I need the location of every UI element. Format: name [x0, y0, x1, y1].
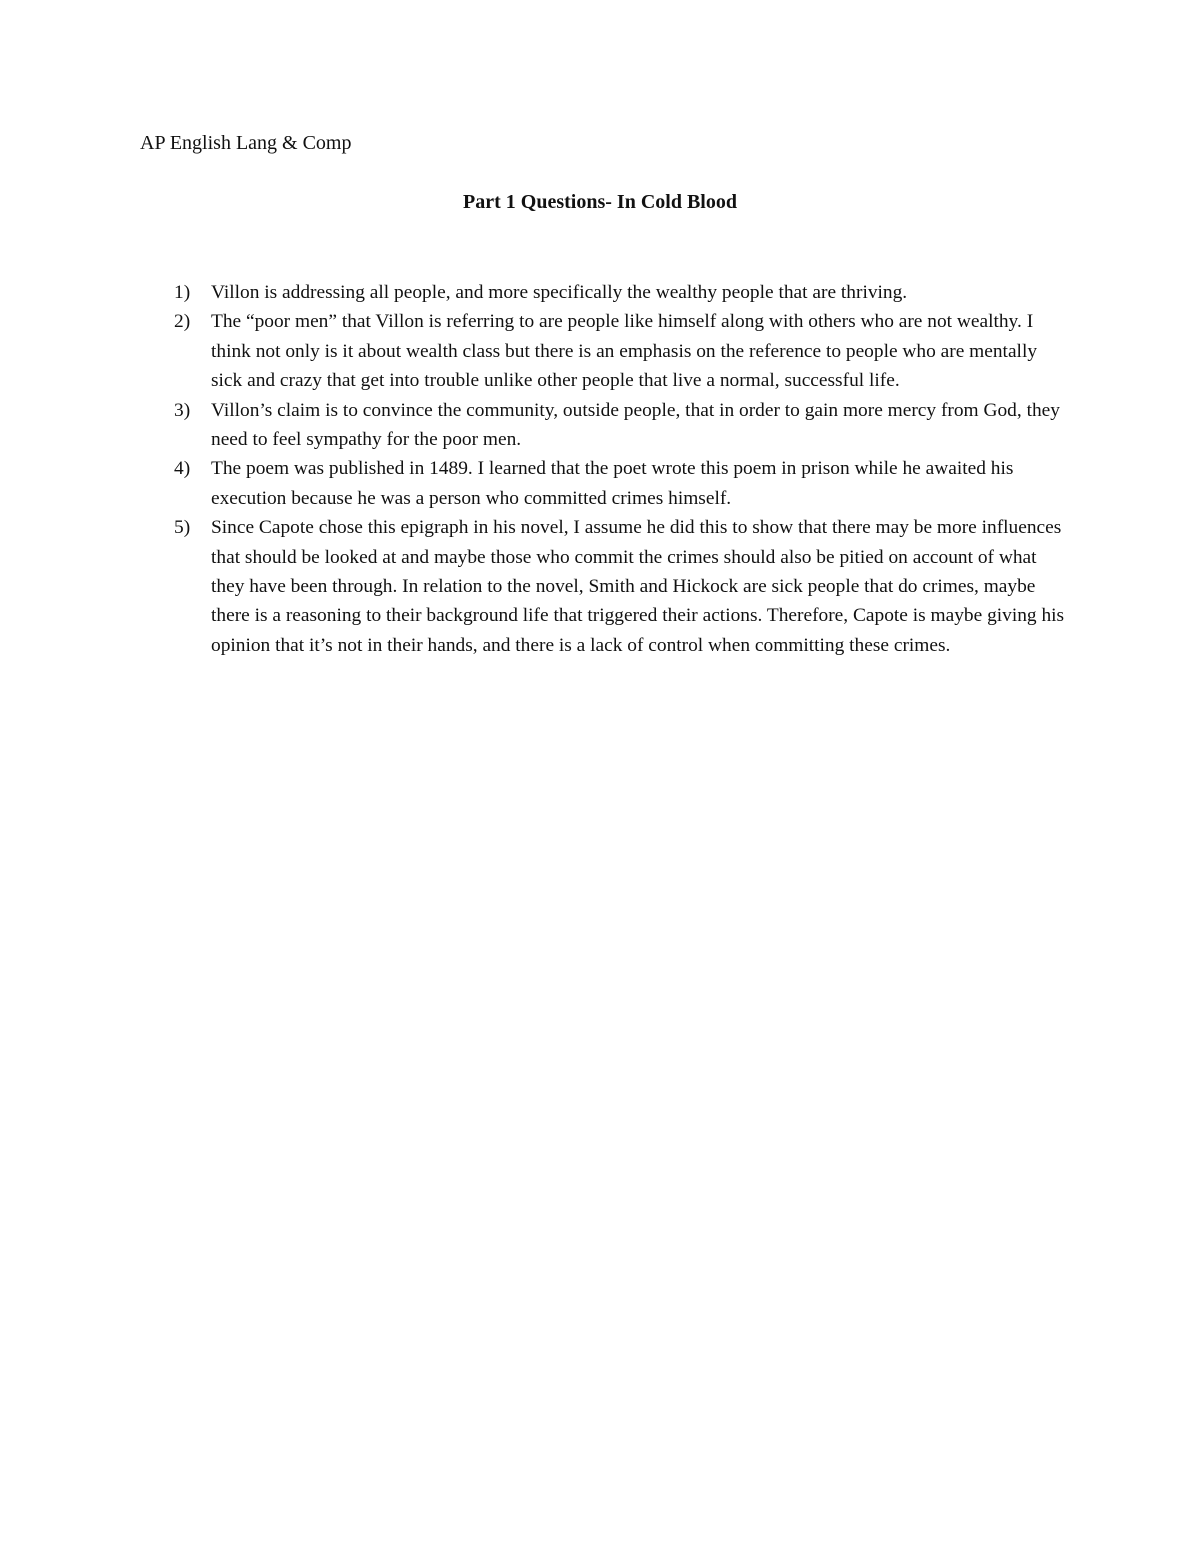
answer-number: 1) [174, 282, 191, 303]
answer-item [160, 307, 1070, 395]
answer-text: The poem was published in 1489. I learned that the poet wrote this poem in prison while he awaited his execution because he was a person who committed crimes himself. [211, 458, 1014, 509]
answer-number: 2) [174, 311, 191, 333]
answer-number: 4) [174, 458, 191, 480]
answer-number: 5) [174, 517, 191, 539]
document-title: Part 1 Questions- In Cold Blood [463, 191, 737, 213]
answer-item [160, 278, 1070, 307]
answer-text: The “poor men” that Villon is referring to are people like himself along with others who are not wealthy. I think not only is it about wealth class but there is an emphasis on the reference to people who are mentally sick and crazy that get into trouble unlike other people that live a normal, successful life. [211, 311, 1038, 392]
answer-item [160, 513, 1070, 660]
course-name: AP English Lang & Comp [140, 132, 352, 154]
answer-text: Villon’s claim is to convince the community, outside people, that in order to gain more mercy from God, they need to feel sympathy for the poor men. [211, 399, 1060, 451]
answer-text: Villon is addressing all people, and more specifically the wealthy people that are thriving. [211, 282, 908, 303]
answer-number: 3) [174, 399, 191, 421]
answer-item [160, 454, 1070, 513]
answer-list [160, 278, 1070, 660]
answer-text: Since Capote chose this epigraph in his novel, I assume he did this to show that there may be more influences that should be looked at and maybe those who commit the crimes should also be pitied on account of what they have been through. In relation to the novel, Smith and Hickock are sick people that do crimes, maybe there is a reasoning to their background life that triggered their actions. Therefore, Capote is maybe giving his opinion that it’s not in their hands, and there is a lack of control when committing these crimes. [211, 517, 1065, 656]
answer-item [160, 396, 1070, 455]
